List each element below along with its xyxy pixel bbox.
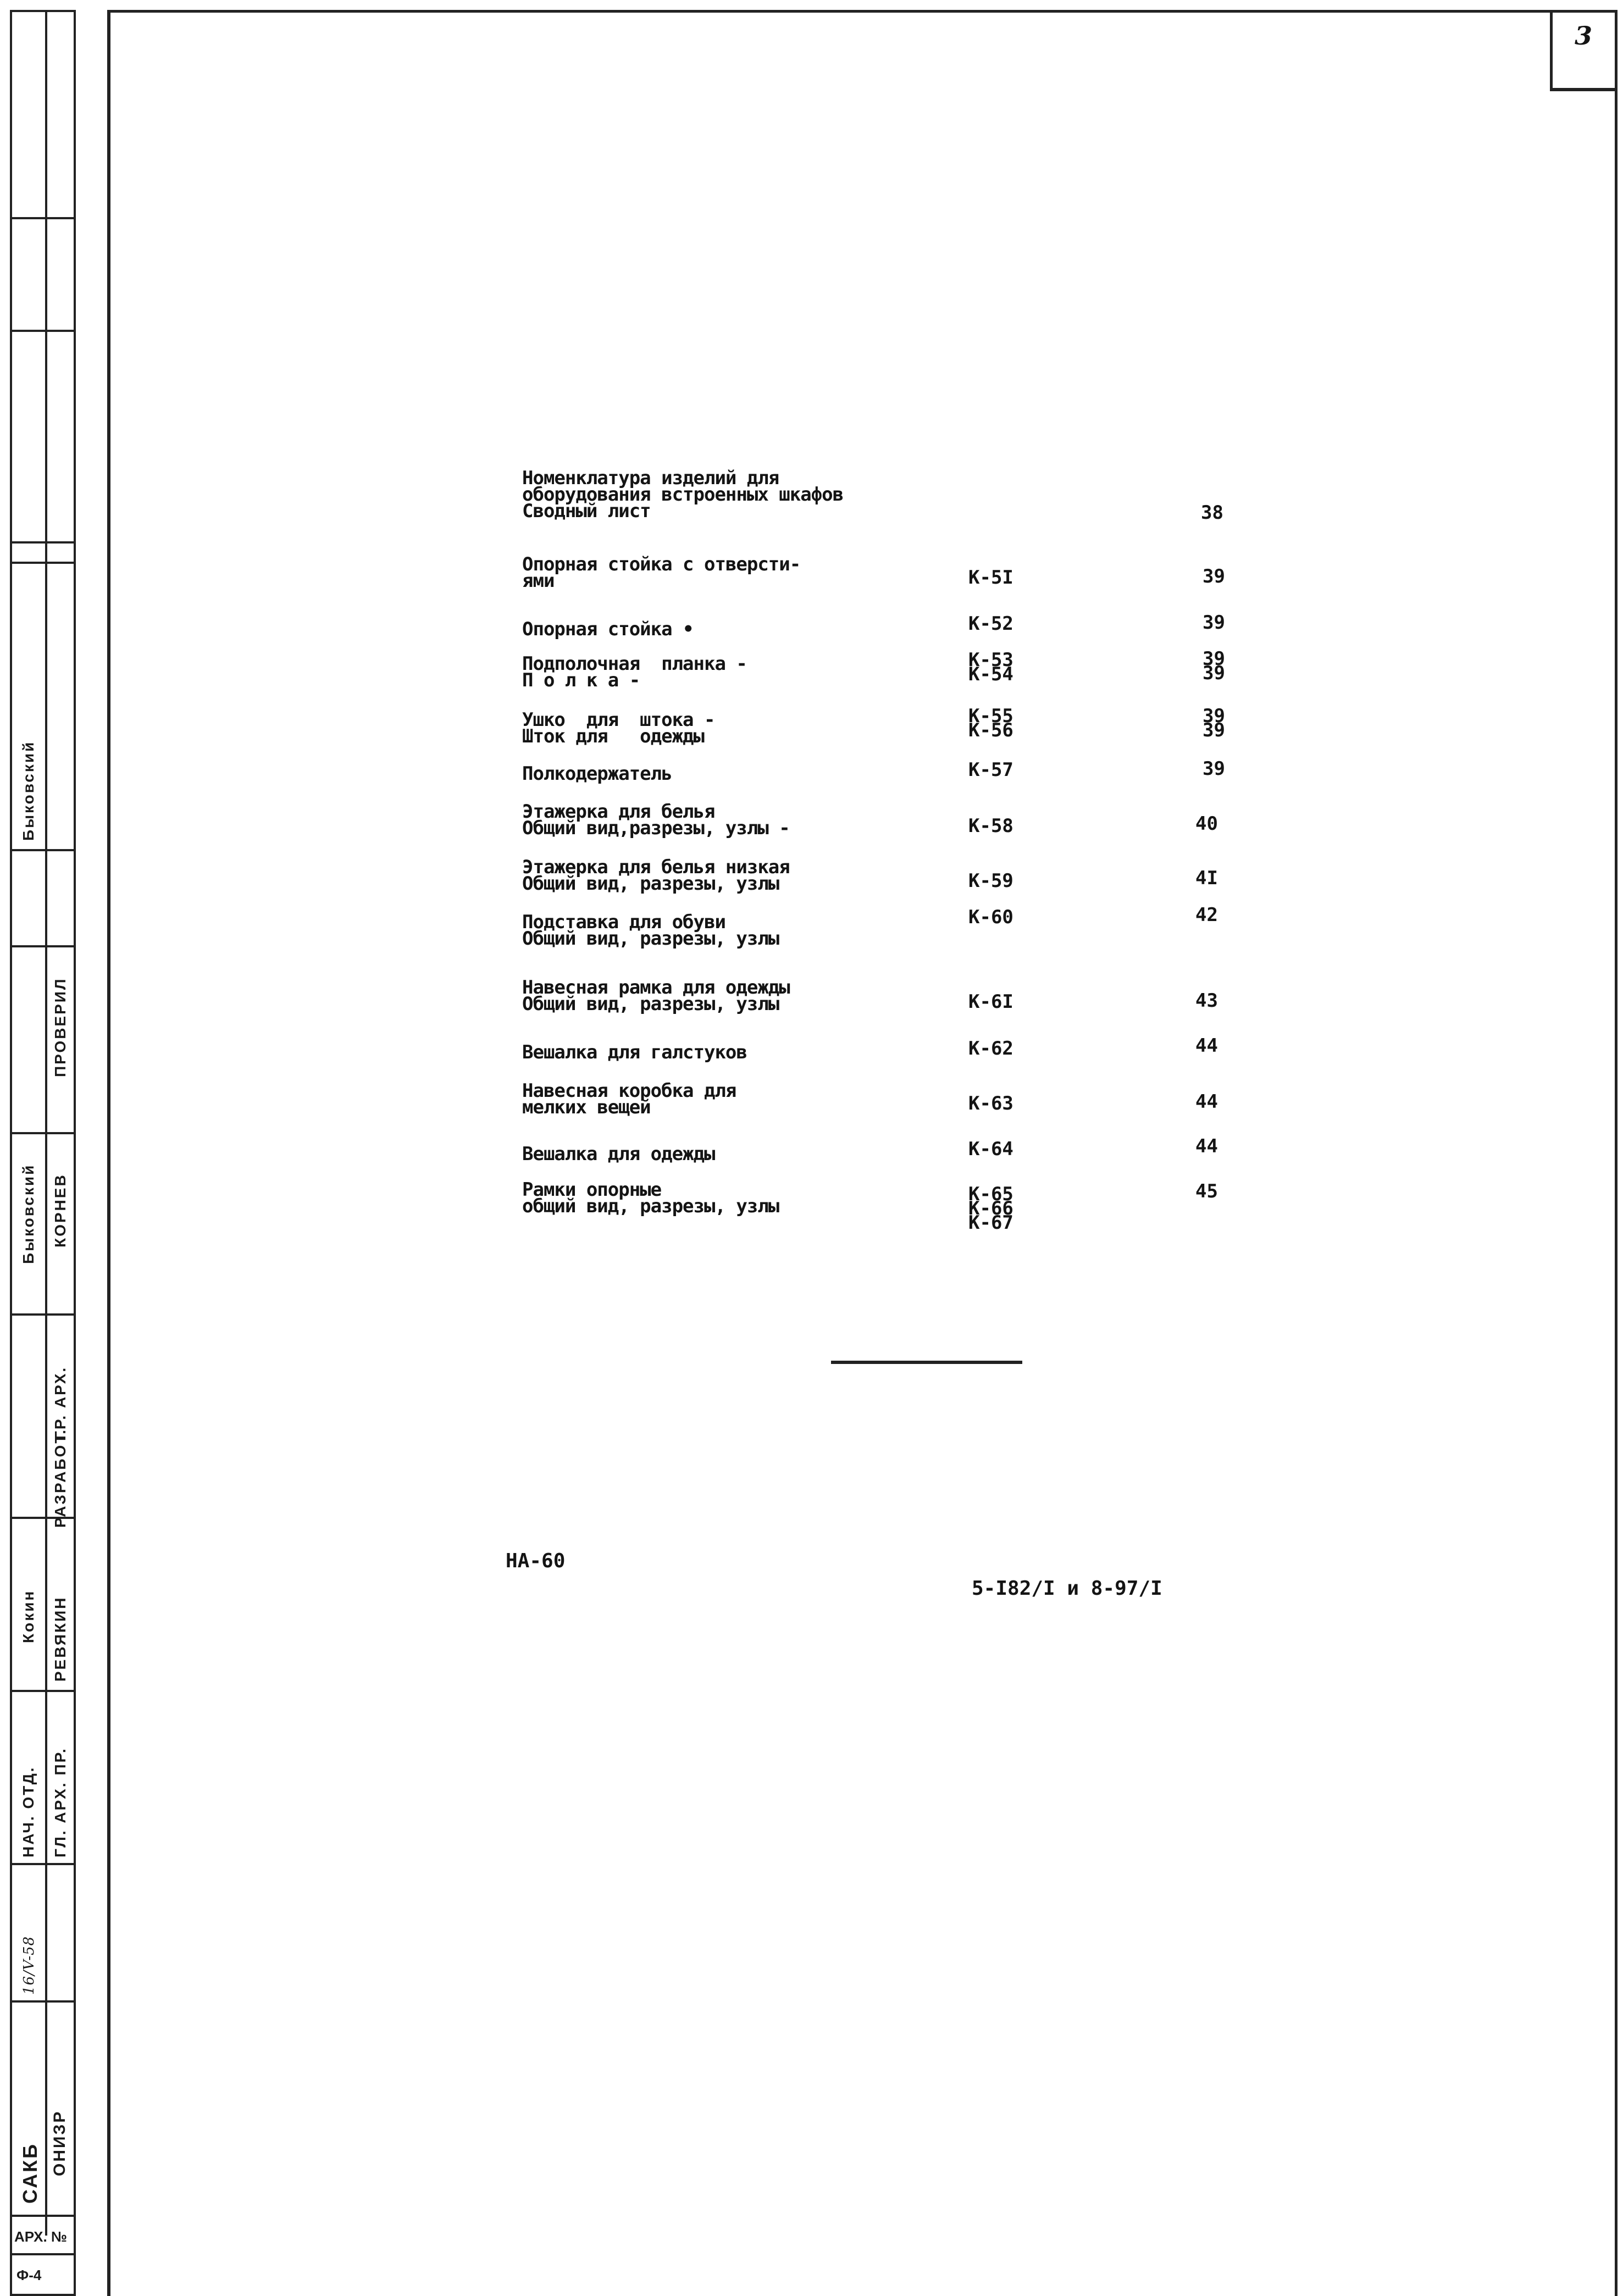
item-title: Навесная рамка для одежды Общий вид, разрезы, узлы (522, 977, 790, 1015)
drawing-frame (107, 10, 1618, 2296)
item-title: Опорная стойка с отверсти- ями (522, 553, 801, 592)
strip-line (10, 1132, 76, 1134)
item-code: К-57 (968, 759, 1013, 781)
item-code: К-63 (968, 1092, 1013, 1114)
strip-org-sakb: САКБ (19, 2143, 41, 2204)
strip-line (10, 945, 76, 947)
item-page: 39 (1203, 565, 1225, 587)
item-title: Полкодержатель (522, 763, 672, 785)
strip-name-revyakin: РЕВЯКИН (52, 1596, 69, 1682)
item-title: Номенклатура изделий для оборудования встроенных шкафов Сводный лист (522, 467, 844, 522)
item-code: К-6I (968, 991, 1013, 1013)
item-page: 44 (1195, 1091, 1218, 1113)
item-title: Рамки опорные общий вид, разрезы, узлы (522, 1179, 779, 1217)
item-title: Навесная коробка для мелких вещей (522, 1080, 736, 1118)
item-code: К-64 (968, 1138, 1013, 1160)
item-title: Этажерка для белья Общий вид,разрезы, узлы - (522, 801, 790, 839)
item-code: К-59 (968, 870, 1013, 892)
strip-line (10, 1863, 76, 1865)
item-code: К-55 К-56 (968, 705, 1013, 741)
item-title: Опорная стойка • (522, 618, 694, 640)
page-number: 3 (1575, 21, 1593, 51)
strip-line (10, 330, 76, 332)
strip-label-nach-otd: НАЧ. ОТД. (20, 1766, 37, 1857)
strip-form-label: Ф-4 (16, 2267, 42, 2283)
strip-line (10, 2000, 76, 2003)
strip-org-onizr: ОНИЗР (51, 2110, 69, 2176)
strip-line (10, 2215, 76, 2217)
item-title: Вешалка для галстуков (522, 1041, 747, 1063)
strip-line (10, 1313, 76, 1316)
item-page: 44 (1195, 1035, 1218, 1057)
item-page: 45 (1195, 1180, 1218, 1202)
item-page: 44 (1195, 1135, 1218, 1157)
item-title: Ушко для штока - Шток для одежды (522, 709, 715, 747)
item-page: 42 (1195, 904, 1218, 926)
strip-line (10, 217, 76, 219)
item-page: 38 (1201, 502, 1223, 524)
item-code: К-60 (968, 906, 1013, 928)
strip-label-proveril: ПРОВЕРИЛ (52, 977, 69, 1077)
title-block-strip (10, 10, 76, 2296)
item-page: 39 39 (1203, 705, 1225, 741)
strip-label-razrabot: РАЗРАБОТ. (52, 1428, 69, 1528)
item-code: К-62 (968, 1038, 1013, 1060)
item-title: Этажерка для белья низкая Общий вид, разрезы, узлы (522, 856, 790, 895)
item-page: 4I (1195, 867, 1218, 889)
item-page: 39 39 (1203, 648, 1225, 684)
sheet-mark: НА-60 (506, 1550, 566, 1572)
item-code: К-65 К-66 К-67 (968, 1183, 1013, 1234)
strip-date-note: 16/V-58 (21, 1935, 37, 1995)
item-code: К-52 (968, 613, 1013, 635)
strip-line (10, 1690, 76, 1692)
strip-name-bykovsky-2: Быковский (20, 1163, 37, 1264)
item-page: 39 (1203, 612, 1225, 634)
item-title: Вешалка для одежды (522, 1143, 715, 1165)
strip-line (10, 2253, 76, 2255)
strip-label-gr-arh: ГР. АРХ. (52, 1366, 69, 1440)
strip-line (10, 541, 76, 544)
strip-label-gl-arh-pr: ГЛ. АРХ. ПР. (52, 1747, 69, 1857)
item-code: К-5I (968, 567, 1013, 589)
end-rule (831, 1361, 1022, 1364)
strip-arch-label: АРХ. № (14, 2228, 67, 2245)
strip-name-bykovsky-1: Быковский (20, 740, 37, 841)
strip-line (10, 562, 76, 564)
item-title: Подставка для обуви Общий вид, разрезы, узлы (522, 911, 779, 950)
item-page: 39 (1203, 758, 1225, 780)
project-number: 5-I82/I и 8-97/I (972, 1577, 1162, 1600)
item-title: Подполочная планка - П о л к а - (522, 653, 747, 691)
item-page: 43 (1195, 990, 1218, 1012)
strip-name-kornev: КОРНЕВ (52, 1173, 69, 1247)
item-code: К-58 (968, 815, 1013, 837)
title-block-divider (45, 10, 47, 2236)
item-page: 40 (1195, 813, 1218, 835)
strip-name-kokin: Кокин (20, 1589, 37, 1643)
item-code: К-53 К-54 (968, 649, 1013, 685)
strip-line (10, 849, 76, 851)
